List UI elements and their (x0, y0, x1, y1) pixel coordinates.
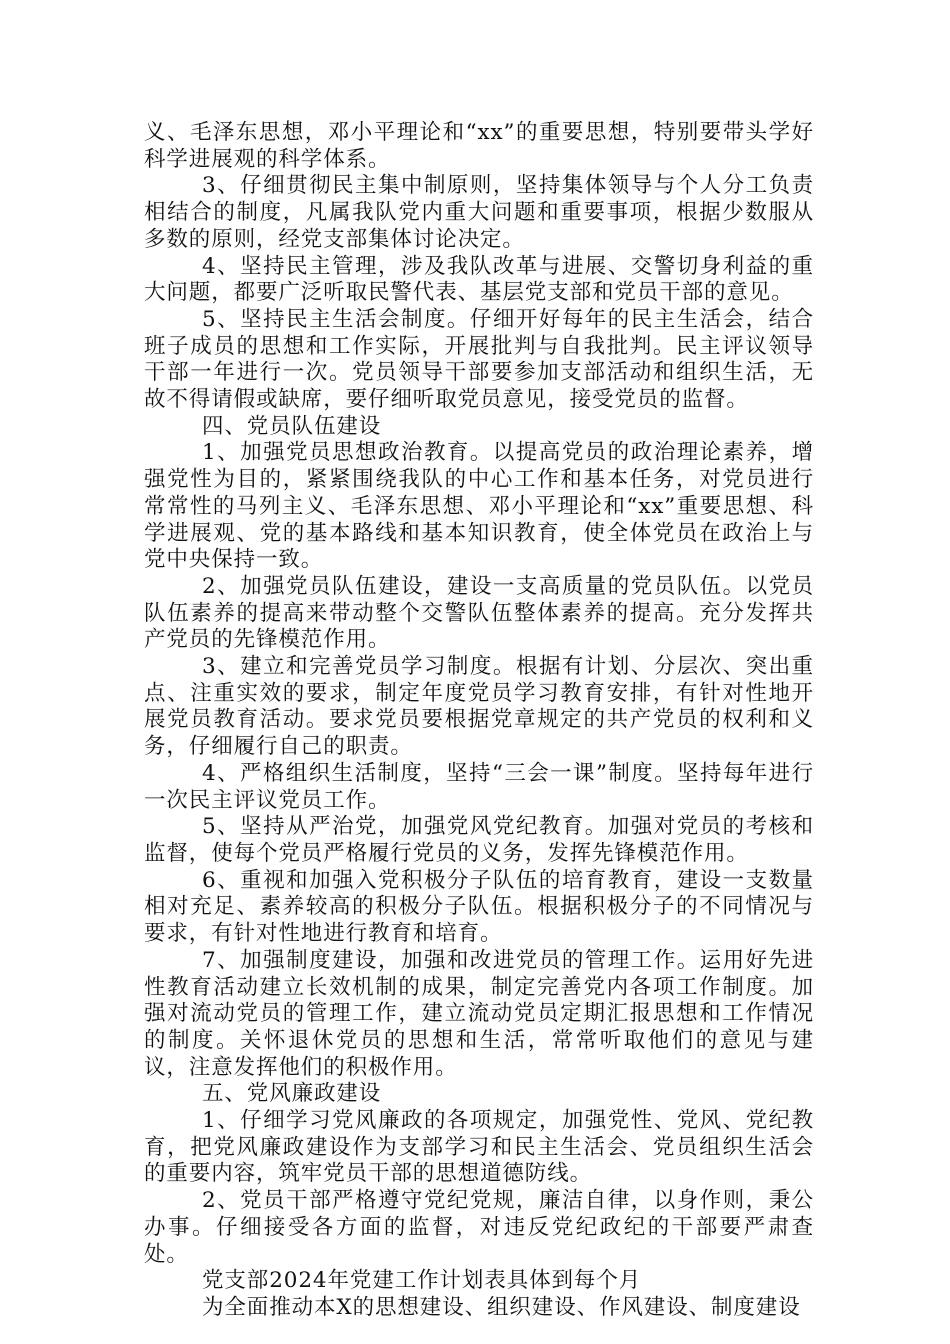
section-heading-5: 五、党风廉政建设 (202, 1081, 382, 1107)
paragraph-6: 2、加强党员队伍建设，建设一支高质量的党员队伍。以党员队伍素养的提高来带动整个交警队伍整体素养的提高。充分发挥共产党员的先锋模范作用。 (144, 573, 814, 653)
paragraph-9: 5、坚持从严治党，加强党风党纪教育。加强对党员的考核和监督，使每个党员严格履行党员的义务，发挥先锋模范作用。 (144, 814, 814, 866)
paragraph-3: 4、坚持民主管理，涉及我队改革与进展、交警切身利益的重大问题，都要广泛听取民警代表、基层党支部和党员干部的意见。 (144, 253, 814, 306)
paragraph-11: 7、加强制度建设，加强和改进党员的管理工作。运用好先进性教育活动建立长效机制的成果，制定完善党内各项工作制度。加强对流动党员的管理工作，建立流动党员定期汇报思想和工作情况的制度。关怀退休党员的思想和生活，常常听取他们的意见与建议，注意发挥他们的积极作用。 (144, 947, 814, 1080)
document-page (144, 120, 814, 1322)
paragraph-7: 3、建立和完善党员学习制度。根据有计划、分层次、突出重点、注重实效的要求，制定年度党员学习教育安排，有针对性地开展党员教育活动。要求党员要根据党章规定的共产党员的权利和义务，仔细履行自己的职责。 (144, 654, 814, 760)
paragraph-5: 1、加强党员思想政治教育。以提高党员的政治理论素养，增强党性为目的，紧紧围绕我队的中心工作和基本任务，对党员进行常常性的马列主义、毛泽东思想、邓小平理论和“xx”重要思想、科学进展观、党的基本路线和基本知识教育，使全体党员在政治上与党中央保持一致。 (144, 440, 814, 573)
section-heading-4: 四、党员队伍建设 (202, 413, 382, 439)
paragraph-4: 5、坚持民主生活会制度。仔细开好每年的民主生活会，结合班子成员的思想和工作实际，开展批判与自我批判。民主评议领导干部一年进行一次。党员领导干部要参加支部活动和组织生活，无故不得请假或缺席，要仔细听取党员意见，接受党员的监督。 (144, 306, 814, 413)
document-title: 党支部2024年党建工作计划表具体到每个月 (202, 1268, 642, 1294)
paragraph-14: 为全面推动本X的思想建设、组织建设、作风建设、制度建设 (202, 1294, 801, 1320)
paragraph-8: 4、严格组织生活制度，坚持“三会一课”制度。坚持每年进行一次民主评议党员工作。 (144, 760, 814, 813)
paragraph-13: 2、党员干部严格遵守党纪党规，廉洁自律，以身作则，秉公办事。仔细接受各方面的监督，对违反党纪政纪的干部要严肃查处。 (144, 1188, 814, 1267)
paragraph-10: 6、重视和加强入党积极分子队伍的培育教育，建设一支数量相对充足、素养较高的积极分子队伍。根据积极分子的不同情况与要求，有针对性地进行教育和培育。 (144, 867, 814, 947)
paragraph-12: 1、仔细学习党风廉政的各项规定，加强党性、党风、党纪教育，把党风廉政建设作为支部学习和民主生活会、党员组织生活会的重要内容，筑牢党员干部的思想道德防线。 (144, 1108, 814, 1187)
paragraph-1: 义、毛泽东思想，邓小平理论和“xx”的重要思想，特别要带头学好科学进展观的科学体系。 (144, 120, 814, 172)
paragraph-2: 3、仔细贯彻民主集中制原则，坚持集体领导与个人分工负责相结合的制度，凡属我队党内重大问题和重要事项，根据少数服从多数的原则，经党支部集体讨论决定。 (144, 173, 814, 252)
